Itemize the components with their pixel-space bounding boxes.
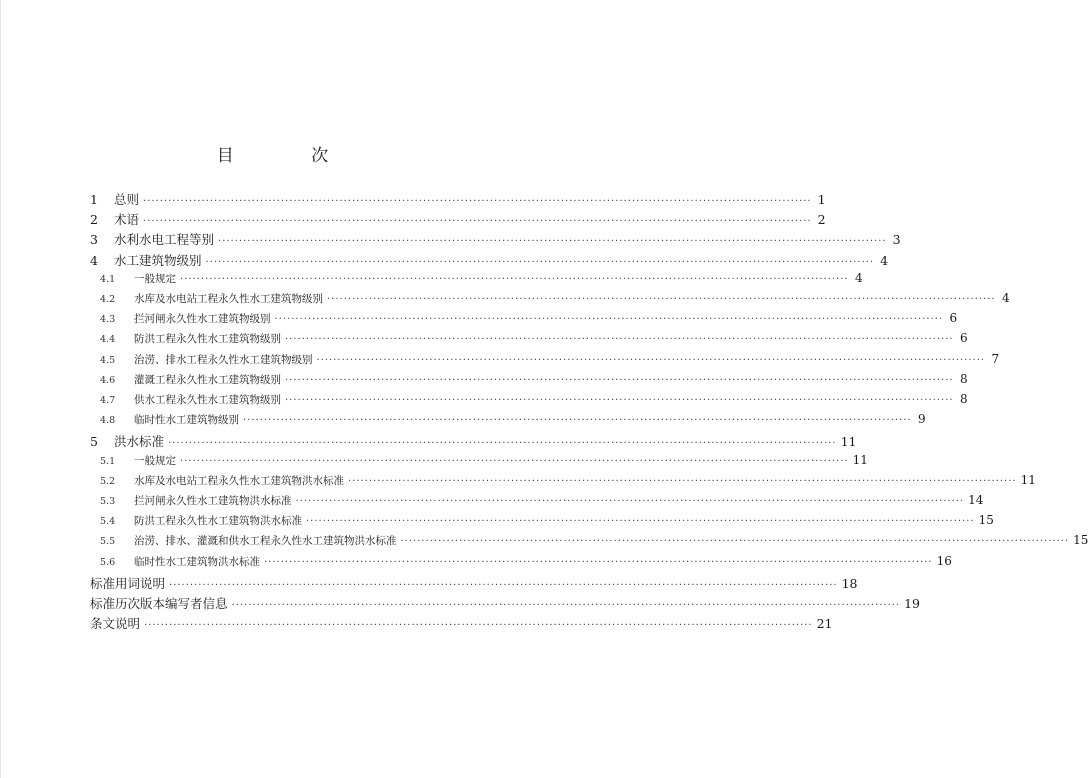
toc-dot-leader: ································································································································································	[231, 600, 901, 611]
toc-dot-leader: ································································································································································	[144, 620, 813, 632]
toc-entry-page: 21	[816, 616, 833, 632]
toc-entry-number: 4	[90, 252, 98, 268]
toc-entry[interactable]	[90, 351, 1000, 372]
toc-entry[interactable]	[90, 574, 858, 594]
toc-entry-page: 8	[959, 392, 968, 406]
toc-entry-label: 防洪工程永久性水工建筑物洪水标准	[134, 515, 302, 528]
toc-entry-page: 11	[1020, 472, 1036, 487]
toc-entry-label: 术语	[114, 212, 140, 228]
toc-dot-leader: ································································································································································	[243, 415, 912, 427]
toc-entry-number: 5.2	[100, 475, 116, 487]
toc-entry-number: 4.8	[100, 415, 116, 427]
toc-dot-leader: ································································································································································	[218, 236, 887, 248]
toc-entry[interactable]	[90, 270, 863, 291]
toc-entry-page: 11	[840, 434, 857, 450]
toc-entry[interactable]	[90, 331, 968, 351]
toc-dot-leader: ································································································································································	[400, 536, 1070, 548]
toc-entry-number: 5.5	[100, 536, 116, 548]
toc-entry-label: 治涝、排水、灌溉和供水工程永久性水工建筑物洪水标准	[134, 535, 397, 548]
toc-entry-page: 15	[1073, 533, 1088, 548]
toc-entry[interactable]	[90, 311, 958, 331]
toc-entry-number: 5.6	[100, 556, 116, 568]
toc-entry-number: 5	[90, 434, 98, 450]
toc-dot-leader: ································································································································································	[316, 354, 986, 366]
toc-entry-page: 8	[959, 371, 968, 386]
toc-entry-page: 6	[959, 331, 968, 346]
toc-entry[interactable]	[90, 472, 1036, 493]
toc-entry-number: 4.3	[100, 314, 116, 326]
toc-entry-page: 19	[904, 596, 921, 611]
toc-entry-number: 1	[90, 192, 98, 207]
toc-entry-label: 标准用词说明	[90, 575, 166, 591]
toc-entry-page: 3	[892, 232, 901, 248]
toc-dot-leader: ································································································································································	[295, 496, 965, 507]
toc-entry-label: 防洪工程永久性水工建筑物级别	[134, 333, 281, 346]
toc-entry-page: 14	[968, 493, 984, 507]
toc-entry-page: 4	[1001, 291, 1010, 305]
toc-entry-page: 9	[917, 412, 926, 427]
toc-entry-number: 4.2	[100, 294, 116, 305]
toc-dot-leader: ································································································································································	[205, 256, 875, 268]
page-title: 目 次	[216, 146, 365, 166]
toc-entry-label: 水工建筑物级别	[114, 252, 202, 268]
toc-entry-label: 总则	[114, 192, 140, 207]
toc-dot-leader: ································································································································································	[285, 374, 954, 386]
toc-entry[interactable]	[90, 493, 984, 513]
toc-entry-number: 5.4	[100, 516, 116, 528]
toc-entry-label: 水库及水电站工程永久性水工建筑物级别	[134, 293, 323, 305]
toc-dot-leader: ································································································································································	[180, 273, 849, 285]
toc-entry-page: 2	[817, 212, 826, 228]
toc-entry-page: 11	[852, 452, 868, 467]
toc-entry[interactable]	[90, 251, 889, 271]
toc-entry[interactable]	[90, 513, 994, 533]
toc-entry-number: 4.5	[100, 354, 116, 366]
toc-entry-label: 标准历次版本编写者信息	[90, 596, 228, 611]
toc-entry[interactable]	[90, 533, 1088, 553]
toc-entry[interactable]	[90, 594, 921, 614]
toc-entry-page: 4	[854, 270, 863, 285]
toc-entry-number: 4.7	[100, 395, 116, 406]
toc-entry-label: 灌溉工程永久性水工建筑物级别	[134, 373, 281, 386]
toc-entry-label: 供水工程永久性水工建筑物级别	[134, 394, 281, 406]
toc-entry-label: 拦河闸永久性水工建筑物洪水标准	[134, 495, 292, 507]
toc-dot-leader: ································································································································································	[285, 395, 954, 406]
toc-entry-number: 5.1	[100, 455, 116, 467]
toc-entry[interactable]	[90, 452, 868, 473]
toc-dot-leader: ································································································································································	[143, 216, 812, 228]
toc-entry[interactable]	[90, 412, 926, 432]
toc-entry-page: 6	[949, 311, 958, 326]
toc-entry-page: 15	[978, 513, 994, 528]
toc-entry-page: 7	[991, 351, 1000, 366]
toc-dot-leader: ································································································································································	[306, 516, 975, 528]
toc-dot-leader: ································································································································································	[327, 294, 996, 305]
toc-entry-label: 洪水标准	[114, 434, 165, 450]
toc-dot-leader: ································································································································································	[168, 438, 837, 450]
toc-entry-number: 2	[90, 212, 98, 228]
toc-entry-label: 治涝、排水工程永久性水工建筑物级别	[134, 353, 313, 366]
toc-entry[interactable]	[90, 190, 826, 210]
toc-entry-label: 水利水电工程等别	[114, 232, 215, 248]
toc-entry-label: 条文说明	[90, 616, 141, 632]
toc-entry-label: 临时性水工建筑物洪水标准	[134, 555, 260, 568]
toc-entry[interactable]	[90, 432, 857, 452]
toc-dot-leader: ································································································································································	[274, 314, 944, 326]
toc-entry[interactable]	[90, 371, 968, 392]
toc-entry-page: 18	[841, 575, 858, 591]
toc-entry-label: 拦河闸永久性水工建筑物级别	[134, 313, 271, 326]
toc-dot-leader: ································································································································································	[169, 579, 838, 591]
toc-entry[interactable]	[90, 230, 901, 250]
toc-entry[interactable]	[90, 210, 826, 230]
toc-entry[interactable]	[90, 614, 833, 634]
toc-dot-leader: ································································································································································	[264, 556, 933, 568]
toc-dot-leader: ································································································································································	[348, 475, 1017, 487]
toc-entry[interactable]	[90, 392, 968, 412]
toc-dot-leader: ································································································································································	[180, 455, 849, 467]
toc-entry-number: 4.6	[100, 374, 116, 386]
toc-dot-leader: ································································································································································	[285, 334, 954, 346]
toc-entry-number: 4.1	[100, 273, 116, 285]
toc-entry-number: 5.3	[100, 496, 116, 507]
toc-entry-number: 4.4	[100, 334, 116, 346]
toc-entry-page: 1	[817, 192, 826, 207]
toc-entry[interactable]	[90, 291, 1010, 311]
toc-entry-page: 16	[936, 553, 952, 568]
toc-entry-label: 临时性水工建筑物级别	[134, 414, 239, 427]
toc-entry-label: 一般规定	[134, 454, 176, 467]
toc-entry-number: 3	[90, 232, 98, 248]
toc-entry-page: 4	[880, 252, 889, 268]
toc-entry[interactable]	[90, 553, 952, 574]
toc-dot-leader: ································································································································································	[143, 196, 812, 207]
toc-entry-label: 水库及水电站工程永久性水工建筑物洪水标准	[134, 474, 344, 487]
toc-entry-label: 一般规定	[134, 272, 176, 285]
